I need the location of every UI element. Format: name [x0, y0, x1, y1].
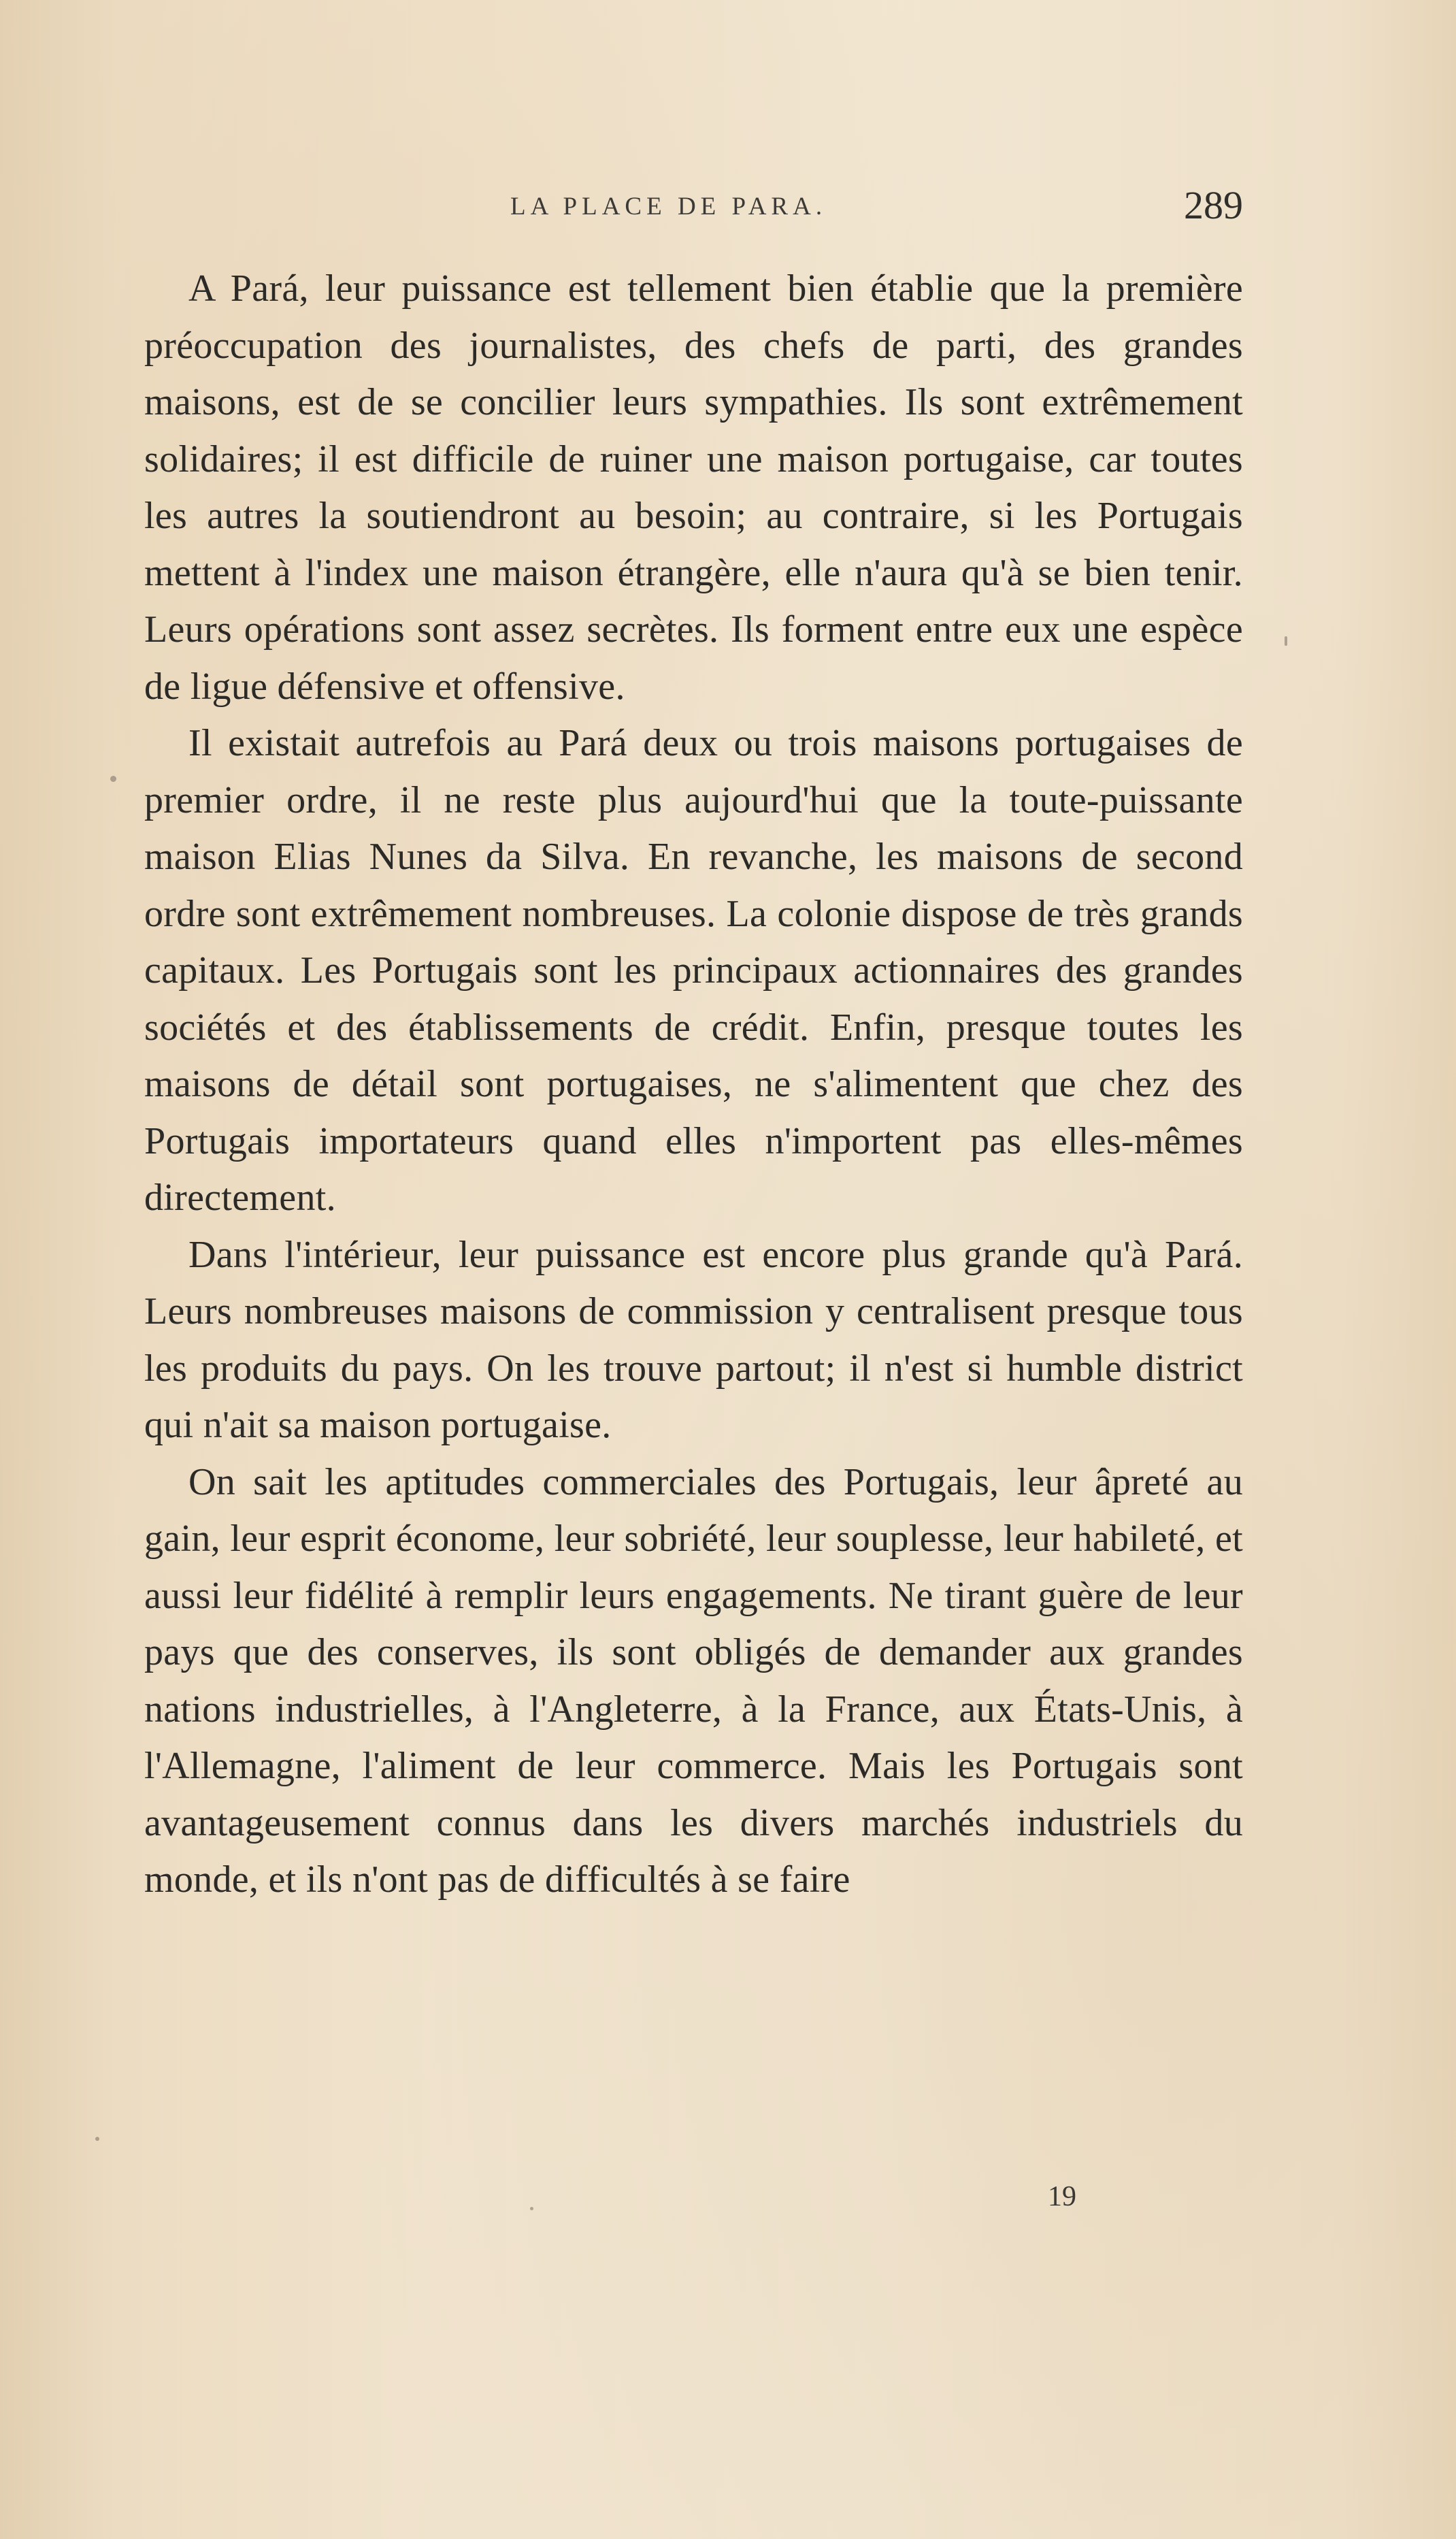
signature-mark: 19	[1048, 2181, 1076, 2212]
paragraph: On sait les aptitudes commerciales des Portugais, leur âpreté au gain, leur esprit économe, leur sobriété, leur souplesse, leur habileté, et aussi leur fidélité à remplir leurs engagements. Ne tirant guère de leur pays que des conserves, ils sont obligés de demander aux grandes nations industrielles, à l'Angleterre, à la France, aux États-Unis, à l'Allemagne, l'aliment de leur commerce. Mais les Portugais sont avantageusement connus dans les divers marchés industriels du monde, et ils n'ont pas de difficultés à se faire	[144, 1460, 1243, 1901]
page-number: 289	[1184, 183, 1243, 227]
paragraph: Dans l'intérieur, leur puissance est encore plus grande qu'à Pará. Leurs nombreuses maisons de commission y centralisent presque tous les produits du pays. On les trouve partout; il n'est si humble district qui n'ait sa maison portugaise.	[144, 1233, 1243, 1446]
paper-speck	[110, 776, 116, 782]
paragraph: Il existait autrefois au Pará deux ou trois maisons portugaises de premier ordre, il ne reste plus aujourd'hui que la toute-puissante maison Elias Nunes da Silva. En revanche, les maisons de second ordre sont extrêmement nombreuses. La colonie dispose de très grands capitaux. Les Portugais sont les principaux actionnaires des grandes sociétés et des établissements de crédit. Enfin, presque toutes les maisons de détail sont portugaises, ne s'alimentent que chez des Portugais importateurs quand elles n'importent pas elles-mêmes directement.	[144, 722, 1243, 1219]
paper-speck	[95, 2137, 99, 2141]
paper-speck	[530, 2207, 533, 2210]
running-title: LA PLACE DE PARA.	[510, 193, 827, 220]
paper-speck	[1285, 636, 1287, 646]
paragraph: A Pará, leur puissance est tellement bien établie que la première préoccupation des journalistes, des chefs de parti, des grandes maisons, est de se concilier leurs sympathies. Ils sont extrêmement solidaires; il est difficile de ruiner une maison portugaise, car toutes les autres la soutiendront au besoin; au contraire, si les Portugais mettent à l'index une maison étrangère, elle n'aura qu'à se bien tenir. Leurs opérations sont assez secrètes. Ils forment entre eux une espèce de ligue défensive et offensive.	[144, 267, 1243, 708]
page-header	[144, 183, 1243, 244]
body-text	[144, 261, 1243, 1909]
